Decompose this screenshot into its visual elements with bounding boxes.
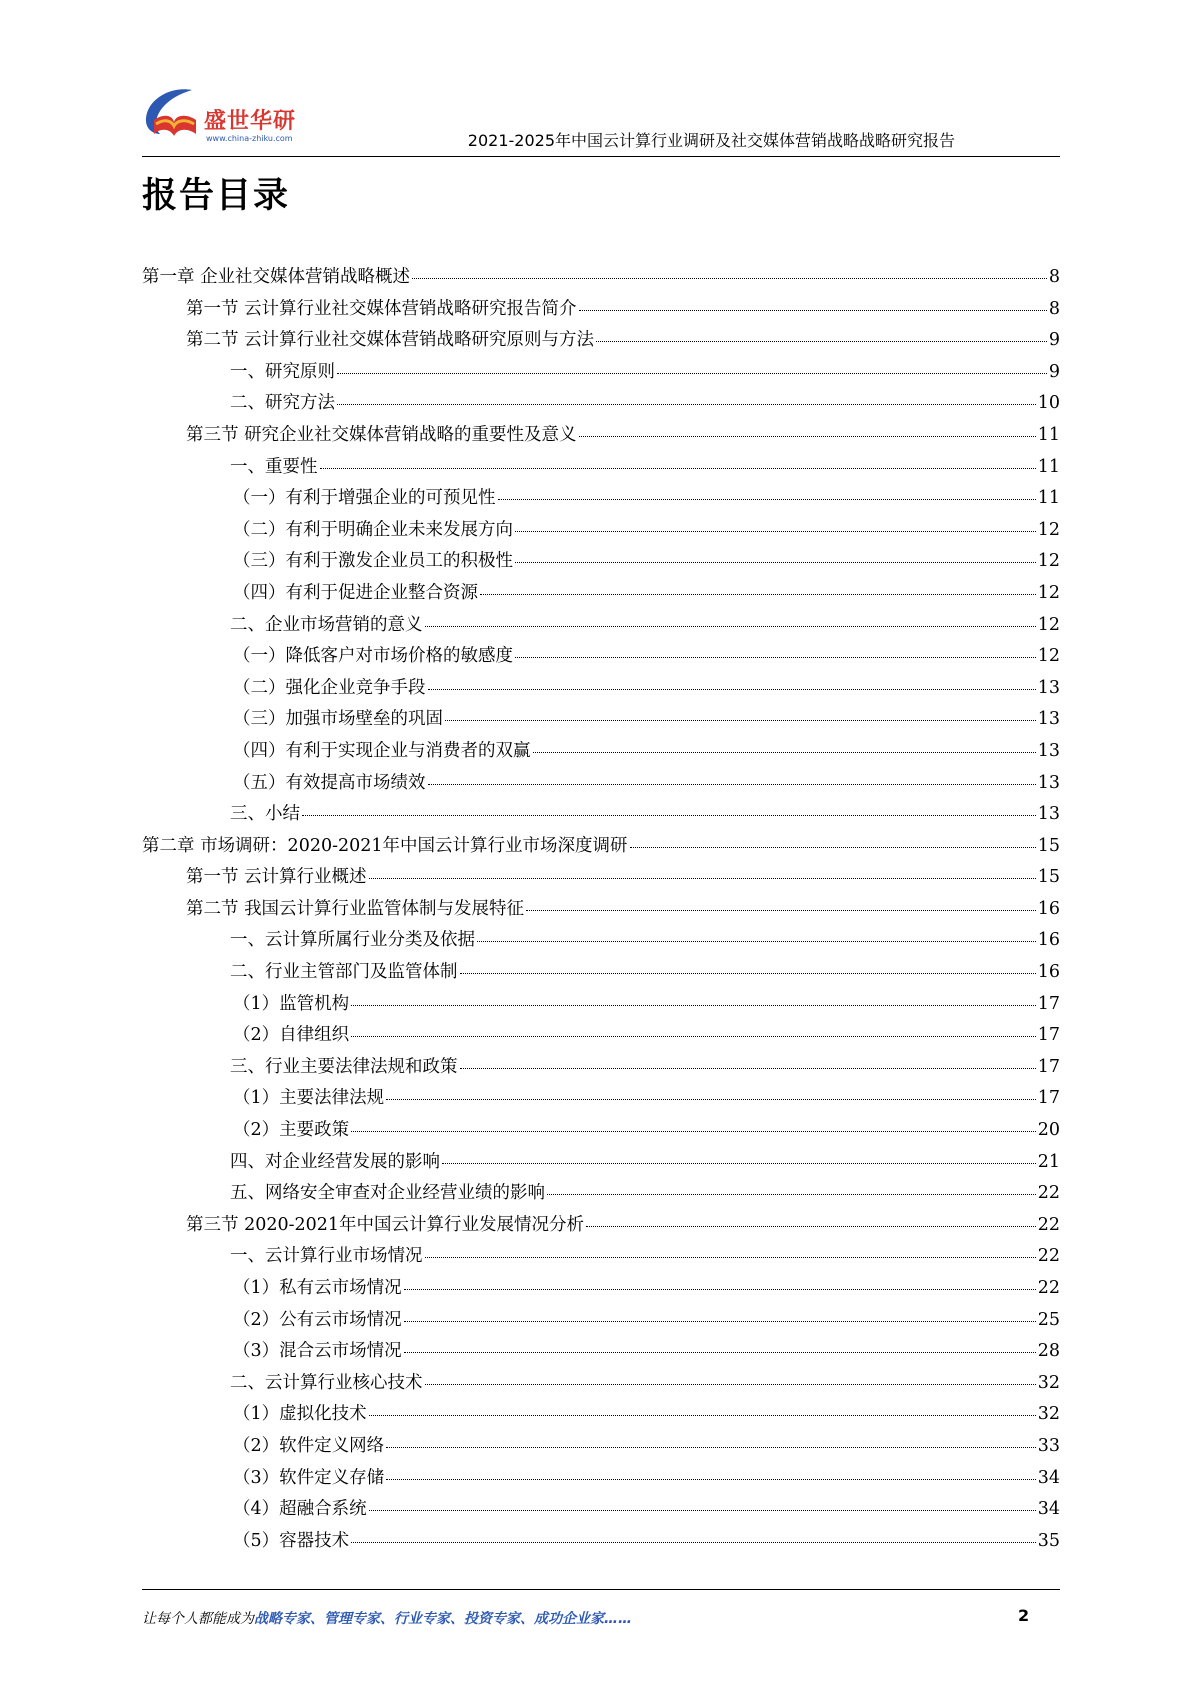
toc-entry[interactable] bbox=[142, 1241, 1060, 1273]
toc-dot-leader bbox=[351, 1542, 1036, 1543]
toc-entry-title: （三）加强市场壁垒的巩固 bbox=[233, 709, 443, 730]
toc-entry-title: （4）超融合系统 bbox=[233, 1499, 367, 1520]
toc-entry[interactable] bbox=[142, 610, 1060, 642]
toc-entry[interactable] bbox=[142, 1305, 1060, 1337]
toc-entry[interactable] bbox=[142, 1463, 1060, 1495]
toc-dot-leader bbox=[369, 878, 1036, 879]
toc-dot-leader bbox=[404, 1321, 1036, 1322]
toc-entry-page: 22 bbox=[1037, 1246, 1060, 1267]
toc-entry-page: 32 bbox=[1037, 1404, 1060, 1425]
footer-slogan-prefix: 让每个人都能成为 bbox=[142, 1611, 254, 1627]
toc-dot-leader bbox=[369, 1510, 1036, 1511]
logo-name: 盛世华研 bbox=[204, 109, 297, 134]
toc-entry[interactable] bbox=[142, 420, 1060, 452]
toc-dot-leader bbox=[351, 1131, 1036, 1132]
toc-entry-title: （1）主要法律法规 bbox=[233, 1088, 385, 1109]
toc-dot-leader bbox=[337, 373, 1047, 374]
toc-entry[interactable] bbox=[142, 673, 1060, 705]
toc-entry-page: 11 bbox=[1037, 424, 1060, 445]
toc-entry-title: （3）软件定义存储 bbox=[233, 1467, 385, 1488]
toc-entry-page: 12 bbox=[1037, 646, 1060, 667]
toc-entry-title: （四）有利于实现企业与消费者的双赢 bbox=[233, 740, 531, 761]
toc-entry-title: （2）软件定义网络 bbox=[233, 1435, 385, 1456]
toc-entry[interactable] bbox=[142, 1052, 1060, 1084]
footer-divider bbox=[142, 1589, 1060, 1590]
toc-entry-page: 16 bbox=[1037, 962, 1060, 983]
toc-dot-leader bbox=[412, 278, 1047, 279]
toc-entry-page: 12 bbox=[1037, 519, 1060, 540]
toc-entry-page: 13 bbox=[1037, 677, 1060, 698]
toc-dot-leader bbox=[386, 1479, 1036, 1480]
toc-entry-page: 13 bbox=[1037, 709, 1060, 730]
toc-entry-title: 二、研究方法 bbox=[230, 393, 335, 414]
toc-dot-leader bbox=[351, 1005, 1036, 1006]
toc-dot-leader bbox=[320, 468, 1036, 469]
toc-entry[interactable] bbox=[142, 546, 1060, 578]
toc-entry-page: 8 bbox=[1048, 298, 1060, 319]
toc-dot-leader bbox=[442, 1163, 1036, 1164]
toc-entry-page: 32 bbox=[1037, 1372, 1060, 1393]
toc-entry[interactable] bbox=[142, 262, 1060, 294]
toc-entry-page: 16 bbox=[1037, 898, 1060, 919]
toc-entry[interactable] bbox=[142, 1147, 1060, 1179]
toc-entry[interactable] bbox=[142, 1020, 1060, 1052]
toc-entry-page: 12 bbox=[1037, 551, 1060, 572]
toc-entry-title: 一、重要性 bbox=[230, 456, 318, 477]
toc-entry-page: 21 bbox=[1037, 1151, 1060, 1172]
toc-dot-leader bbox=[425, 1257, 1036, 1258]
toc-entry-title: （3）混合云市场情况 bbox=[233, 1341, 402, 1362]
toc-entry[interactable] bbox=[142, 294, 1060, 326]
toc-dot-leader bbox=[579, 436, 1036, 437]
toc-entry-page: 15 bbox=[1037, 867, 1060, 888]
toc-entry-title: 三、小结 bbox=[230, 804, 300, 825]
toc-entry[interactable] bbox=[142, 957, 1060, 989]
toc-entry-page: 17 bbox=[1037, 1088, 1060, 1109]
toc-dot-leader bbox=[515, 531, 1036, 532]
toc-dot-leader bbox=[425, 1384, 1036, 1385]
logo-url: www.china-zhiku.com bbox=[206, 134, 293, 143]
toc-dot-leader bbox=[386, 1099, 1036, 1100]
toc-entry[interactable] bbox=[142, 1083, 1060, 1115]
toc-entry-page: 11 bbox=[1037, 488, 1060, 509]
toc-dot-leader bbox=[596, 341, 1047, 342]
toc-entry-title: 二、企业市场营销的意义 bbox=[230, 614, 423, 635]
toc-entry-title: （二）有利于明确企业未来发展方向 bbox=[233, 519, 513, 540]
book-swoosh-icon bbox=[142, 84, 206, 146]
toc-dot-leader bbox=[425, 626, 1036, 627]
toc-entry[interactable] bbox=[142, 1210, 1060, 1242]
toc-entry-title: （四）有利于促进企业整合资源 bbox=[233, 582, 478, 603]
toc-dot-leader bbox=[351, 1036, 1036, 1037]
toc-entry-page: 20 bbox=[1037, 1120, 1060, 1141]
toc-entry-title: 第二章 市场调研：2020-2021年中国云计算行业市场深度调研 bbox=[142, 835, 628, 856]
toc-entry[interactable] bbox=[142, 1368, 1060, 1400]
toc-entry[interactable] bbox=[142, 736, 1060, 768]
toc-entry-title: （2）公有云市场情况 bbox=[233, 1309, 402, 1330]
toc-entry-title: 一、云计算行业市场情况 bbox=[230, 1246, 423, 1267]
toc-dot-leader bbox=[337, 404, 1036, 405]
toc-entry-page: 11 bbox=[1037, 456, 1060, 477]
toc-dot-leader bbox=[477, 941, 1036, 942]
toc-entry[interactable] bbox=[142, 1526, 1060, 1558]
toc-entry[interactable] bbox=[142, 452, 1060, 484]
toc-dot-leader bbox=[630, 847, 1036, 848]
toc-dot-leader bbox=[445, 720, 1036, 721]
toc-dot-leader bbox=[586, 1226, 1036, 1227]
toc-dot-leader bbox=[547, 1194, 1036, 1195]
toc-entry-page: 9 bbox=[1048, 330, 1060, 351]
toc-entry[interactable] bbox=[142, 1178, 1060, 1210]
toc-dot-leader bbox=[480, 594, 1036, 595]
toc-dot-leader bbox=[579, 310, 1047, 311]
report-title: 2021-2025年中国云计算行业调研及社交媒体营销战略战略研究报告 bbox=[467, 131, 955, 150]
toc-entry-page: 34 bbox=[1037, 1467, 1060, 1488]
toc-entry-page: 22 bbox=[1037, 1214, 1060, 1235]
toc-dot-leader bbox=[460, 1068, 1036, 1069]
toc-entry[interactable] bbox=[142, 925, 1060, 957]
toc-entry-title: 二、行业主管部门及监管体制 bbox=[230, 962, 458, 983]
company-logo bbox=[142, 84, 332, 154]
toc-entry-title: （一）降低客户对市场价格的敏感度 bbox=[233, 646, 513, 667]
table-of-contents bbox=[142, 262, 1060, 1557]
toc-entry-title: 第三节 2020-2021年中国云计算行业发展情况分析 bbox=[186, 1214, 585, 1235]
toc-entry[interactable] bbox=[142, 831, 1060, 863]
toc-entry[interactable] bbox=[142, 894, 1060, 926]
toc-entry-title: （5）容器技术 bbox=[233, 1530, 350, 1551]
toc-dot-leader bbox=[302, 815, 1036, 816]
toc-dot-leader bbox=[533, 752, 1036, 753]
toc-entry[interactable] bbox=[142, 799, 1060, 831]
toc-entry[interactable] bbox=[142, 641, 1060, 673]
toc-entry[interactable] bbox=[142, 578, 1060, 610]
toc-dot-leader bbox=[515, 657, 1036, 658]
toc-entry-title: 第一节 云计算行业社交媒体营销战略研究报告简介 bbox=[186, 298, 577, 319]
toc-entry-page: 16 bbox=[1037, 930, 1060, 951]
toc-entry-title: 四、对企业经营发展的影响 bbox=[230, 1151, 440, 1172]
toc-dot-leader bbox=[526, 910, 1036, 911]
header-divider bbox=[142, 156, 1060, 157]
toc-entry-page: 8 bbox=[1048, 267, 1060, 287]
toc-entry-page: 25 bbox=[1037, 1309, 1060, 1330]
toc-entry-title: 第三节 研究企业社交媒体营销战略的重要性及意义 bbox=[186, 424, 577, 445]
toc-entry-page: 17 bbox=[1037, 1056, 1060, 1077]
toc-entry[interactable] bbox=[142, 1336, 1060, 1368]
toc-entry[interactable] bbox=[142, 325, 1060, 357]
toc-entry-title: 第一章 企业社交媒体营销战略概述 bbox=[142, 267, 411, 287]
toc-entry-page: 22 bbox=[1037, 1183, 1060, 1204]
toc-entry-page: 13 bbox=[1037, 772, 1060, 793]
toc-entry-page: 12 bbox=[1037, 614, 1060, 635]
toc-dot-leader bbox=[515, 562, 1036, 563]
toc-entry[interactable] bbox=[142, 1115, 1060, 1147]
toc-heading: 报告目录 bbox=[142, 176, 291, 216]
toc-dot-leader bbox=[498, 499, 1036, 500]
toc-entry-page: 15 bbox=[1037, 835, 1060, 856]
toc-dot-leader bbox=[428, 784, 1036, 785]
toc-entry-title: （二）强化企业竞争手段 bbox=[233, 677, 426, 698]
toc-entry[interactable] bbox=[142, 862, 1060, 894]
toc-entry[interactable] bbox=[142, 1431, 1060, 1463]
toc-dot-leader bbox=[369, 1415, 1036, 1416]
toc-dot-leader bbox=[460, 973, 1036, 974]
toc-entry-title: 五、网络安全审查对企业经营业绩的影响 bbox=[230, 1183, 545, 1204]
toc-entry-page: 33 bbox=[1037, 1435, 1060, 1456]
toc-entry-title: （2）自律组织 bbox=[233, 1025, 350, 1046]
toc-entry-page: 35 bbox=[1037, 1530, 1060, 1551]
toc-entry[interactable] bbox=[142, 357, 1060, 389]
toc-dot-leader bbox=[428, 689, 1036, 690]
toc-dot-leader bbox=[404, 1289, 1036, 1290]
toc-entry-title: 第一节 云计算行业概述 bbox=[186, 867, 367, 888]
toc-entry-title: （一）有利于增强企业的可预见性 bbox=[233, 488, 496, 509]
footer-slogan bbox=[142, 1608, 632, 1628]
toc-entry-page: 10 bbox=[1037, 393, 1060, 414]
toc-entry[interactable] bbox=[142, 768, 1060, 800]
toc-entry-title: 三、行业主要法律法规和政策 bbox=[230, 1056, 458, 1077]
page-number: 2 bbox=[1018, 1606, 1030, 1625]
toc-entry-page: 17 bbox=[1037, 993, 1060, 1014]
toc-entry[interactable] bbox=[142, 704, 1060, 736]
toc-entry-page: 34 bbox=[1037, 1499, 1060, 1520]
toc-entry-page: 17 bbox=[1037, 1025, 1060, 1046]
toc-entry-title: 第二节 云计算行业社交媒体营销战略研究原则与方法 bbox=[186, 330, 595, 351]
toc-entry-title: （1）虚拟化技术 bbox=[233, 1404, 367, 1425]
toc-entry-page: 13 bbox=[1037, 740, 1060, 761]
toc-entry-title: （五）有效提高市场绩效 bbox=[233, 772, 426, 793]
toc-entry-title: （1）监管机构 bbox=[233, 993, 350, 1014]
toc-entry-page: 13 bbox=[1037, 804, 1060, 825]
footer-slogan-highlight: 战略专家、管理专家、行业专家、投资专家、成功企业家…… bbox=[254, 1611, 632, 1627]
toc-entry-title: 第二节 我国云计算行业监管体制与发展特征 bbox=[186, 898, 525, 919]
toc-entry[interactable] bbox=[142, 483, 1060, 515]
toc-entry[interactable] bbox=[142, 1399, 1060, 1431]
toc-entry-title: （三）有利于激发企业员工的积极性 bbox=[233, 551, 513, 572]
toc-entry[interactable] bbox=[142, 388, 1060, 420]
toc-entry-page: 12 bbox=[1037, 582, 1060, 603]
toc-entry[interactable] bbox=[142, 1494, 1060, 1526]
toc-entry-title: 二、云计算行业核心技术 bbox=[230, 1372, 423, 1393]
toc-entry[interactable] bbox=[142, 515, 1060, 547]
toc-dot-leader bbox=[404, 1352, 1036, 1353]
toc-entry-title: （1）私有云市场情况 bbox=[233, 1278, 402, 1298]
toc-entry-title: 一、研究原则 bbox=[230, 361, 335, 382]
toc-entry-page: 28 bbox=[1037, 1341, 1060, 1362]
toc-entry-page: 9 bbox=[1048, 361, 1060, 382]
toc-entry[interactable] bbox=[142, 989, 1060, 1021]
toc-entry-title: （2）主要政策 bbox=[233, 1120, 350, 1141]
toc-entry-page: 22 bbox=[1037, 1278, 1060, 1298]
toc-entry[interactable] bbox=[142, 1273, 1060, 1305]
toc-dot-leader bbox=[386, 1447, 1036, 1448]
toc-entry-title: 一、云计算所属行业分类及依据 bbox=[230, 930, 475, 951]
